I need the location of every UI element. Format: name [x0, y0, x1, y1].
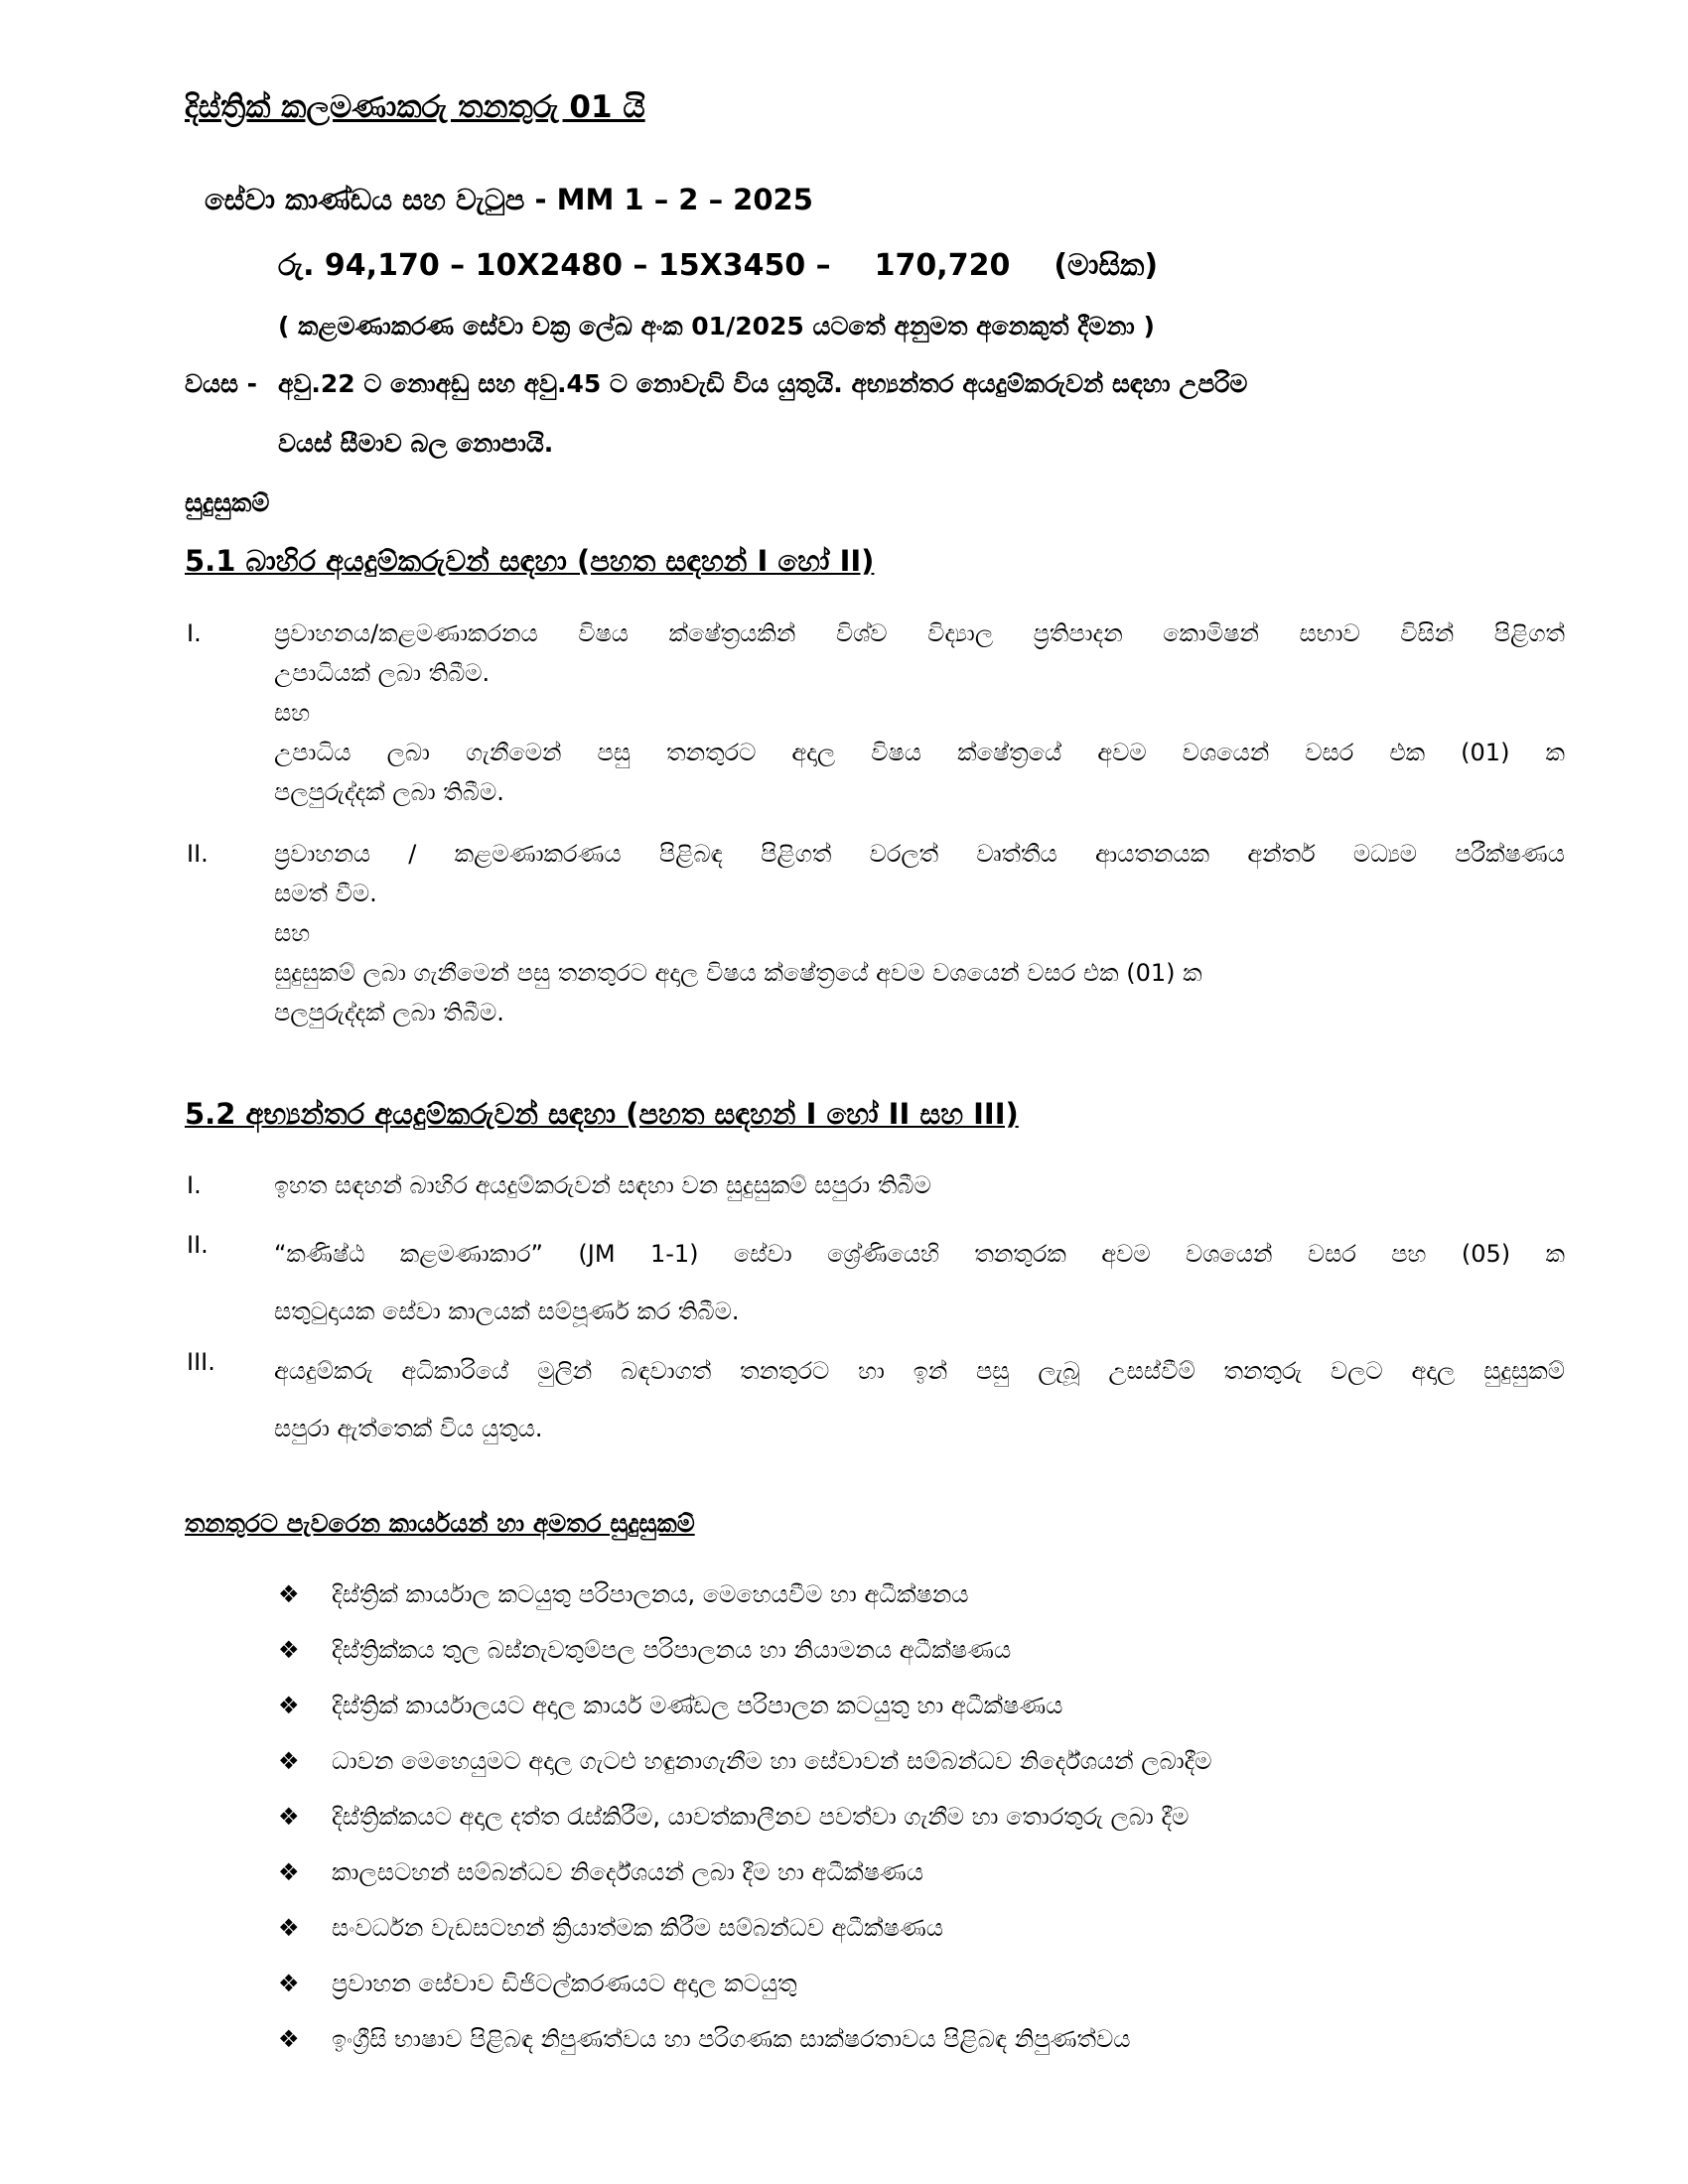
list-number: I.: [187, 1171, 202, 1199]
list-item: [278, 1956, 1212, 2011]
age-requirement-line2: වයස් සීමාව බල නොපායි.: [278, 429, 554, 458]
diamond-bullet-icon: ❖: [278, 1747, 300, 1775]
section-5-1-heading: 5.1 බාහිර අයදුම්කරුවන් සඳහා (පහත සඳහන් I හෝ II): [185, 544, 875, 578]
list-item: [278, 1844, 1212, 1900]
diamond-bullet-icon: ❖: [278, 2025, 300, 2053]
item-text-line: ප්‍රවාහනය/කළමණාකරනය විෂය ක්ෂේත්‍රයකින් විශ්ව විද්‍යාල ප්‍රතිපාදන කොමිෂන් සභාව විසින් පිළිගත්: [274, 619, 1565, 647]
list-item: [274, 614, 1565, 812]
duty-text: ධාවන මෙහෙයුමට අදාල ගැටළු හඳුනාගැනීම හා සේවාවන් සම්බන්ධව නිර්දේශයන් ලබාදීම: [332, 1747, 1212, 1775]
list-item: [274, 834, 1565, 1032]
qualifications-heading: සුදුසුකම්: [185, 488, 270, 517]
list-item: [274, 1342, 1565, 1457]
salary-line: [278, 248, 1158, 283]
service-grade-line: සේවා කාණ්ඩය සහ වැටුප - MM 1 – 2 – 2025: [205, 183, 813, 216]
list-item: [274, 1225, 1565, 1340]
duties-list: [278, 1567, 1212, 2067]
list-number: I.: [187, 619, 202, 647]
age-requirement-line1: අවු.22 ට නොඅඩු සහ අවු.45 ට නොවැඩි විය යුතුයි. අභ්‍යන්තර අයදුම්කරුවන් සඳහා උපරිම: [278, 369, 1248, 398]
conjunction-and: සහ: [274, 919, 311, 947]
item-text-line: පලපුරුද්දක් ලබා තිබීම.: [274, 999, 504, 1026]
item-text-line: සතුටුදායක සේවා කාලයක් සම්පූර්ණ කර තිබීම.: [274, 1297, 740, 1325]
duty-text: දිස්ත්‍රික්කයට අදාල දත්ත රැස්කිරීම, යාවත්කාලීනව පවත්වා ගැනීම හා තොරතුරු ලබා දීම: [332, 1803, 1190, 1831]
list-item: [278, 1900, 1212, 1956]
circular-note: ( කළමණාකරණ සේවා චක්‍ර ලේඛ අංක 01/2025 යටතේ අනුමත අනෙකුත් දීමනා ): [278, 312, 1155, 341]
page-title: දිස්ත්‍රික් කලමණාකරු තනතුරු 01 යි: [185, 89, 645, 125]
diamond-bullet-icon: ❖: [278, 1803, 300, 1831]
list-item: [278, 1622, 1212, 1678]
duty-text: දිස්ත්‍රික් කාර්යාලයට අදාල කාර්ය මණ්ඩල පරිපාලන කටයුතු හා අධීක්ෂණය: [332, 1692, 1063, 1719]
item-text-line: ප්‍රවාහනය / කළමණාකරණය පිළිබඳ පිළිගත් වරලත් වෘත්තීය ආයතනයක අන්තර් මධ්‍යම පරීක්ෂණය: [274, 840, 1565, 868]
item-text-line: සමත් වීම.: [274, 880, 377, 907]
item-text-line: උපාධිය ලබා ගැනීමෙන් පසු තනතුරට අදාල විෂය ක්ෂේත්‍රයේ අවම වශයෙන් වසර එක (01) ක: [274, 739, 1565, 766]
duty-text: දිස්ත්‍රික් කාර්යාල කටයුතු පරිපාලනය, මෙහෙයවීම හා අධීක්ෂනය: [332, 1580, 969, 1608]
duties-heading: තනතුරට පැවරෙන කාර්යයන් හා අමතර සුදුසුකම්: [185, 1509, 695, 1538]
diamond-bullet-icon: ❖: [278, 1636, 300, 1664]
salary-max: 170,720: [874, 248, 1011, 283]
salary-period: (මාසික): [1054, 248, 1159, 283]
list-item: [278, 1567, 1212, 1622]
list-item: [278, 1789, 1212, 1844]
section-5-2-heading: 5.2 අභ්‍යන්තර අයදුම්කරුවන් සඳහා (පහත සඳහන් I හෝ II සහ III): [185, 1097, 1019, 1131]
list-item: [278, 2011, 1212, 2067]
diamond-bullet-icon: ❖: [278, 1970, 300, 1997]
duty-text: ප්‍රවාහන සේවාව ඩිජිටල්කරණයට අදාල කටයුතු: [332, 1970, 797, 1997]
duty-text: සංවර්ධන වැඩසටහන් ක්‍රියාත්මක කිරීම සම්බන්ධව අධීක්ෂණය: [332, 1914, 943, 1942]
duty-text: ඉංග්‍රීසි භාෂාව පිළිබඳ නිපුණත්වය හා පරිගණක සාක්ෂරතාවය පිළිබඳ නිපුණත්වය: [332, 2025, 1131, 2053]
list-number: II.: [187, 840, 209, 868]
age-label: වයස -: [185, 369, 258, 398]
conjunction-and: සහ: [274, 699, 311, 727]
list-item: [278, 1678, 1212, 1733]
diamond-bullet-icon: ❖: [278, 1914, 300, 1942]
item-text-line: “කණිෂ්ඨ කළමණාකාර” (JM 1-1) සේවා ශ්‍රේණියෙහි තනතුරක අවම වශයෙන් වසර පහ (05) ක: [274, 1240, 1565, 1268]
duty-text: කාලසටහන් සම්බන්ධව නිර්දේශයන් ලබා දීම හා අධීක්ෂණය: [332, 1858, 924, 1886]
item-text-line: සපුරා ඇත්තෙක් විය යුතුය.: [274, 1415, 543, 1442]
diamond-bullet-icon: ❖: [278, 1692, 300, 1719]
salary-scale: රු. 94,170 – 10X2480 – 15X3450 –: [278, 248, 831, 283]
list-number: III.: [187, 1348, 215, 1376]
duty-text: දිස්ත්‍රික්කය තුල බස්නැවතුම්පල පරිපාලනය හා නියාමනය අධීක්ෂණය: [332, 1636, 1012, 1664]
list-number: II.: [187, 1231, 209, 1259]
list-item: [278, 1733, 1212, 1789]
item-text-line: පලපුරුද්දක් ලබා තිබීම.: [274, 778, 504, 806]
item-text-line: උපාධියක් ලබා තිබීම.: [274, 659, 491, 687]
diamond-bullet-icon: ❖: [278, 1858, 300, 1886]
diamond-bullet-icon: ❖: [278, 1580, 300, 1608]
item-text-line: ඉහත සඳහන් බාහිර අයදුම්කරුවන් සඳහා වන සුදුසුකම් සපුරා තිබීම: [274, 1171, 931, 1199]
item-text-line: අයදුම්කරු අධිකාරියේ මුලින් බඳවාගත් තනතුරට හා ඉන් පසු ලැබූ උසස්වීම් තනතුරු වලට අදාල සුදුසුකම්: [274, 1357, 1565, 1385]
item-text-line: සුදුසුකම් ලබා ගැනීමෙන් පසු තනතුරට අදාල විෂය ක්ෂේත්‍රයේ අවම වශයෙන් වසර එක (01) ක: [274, 959, 1202, 987]
list-item: [274, 1165, 1565, 1205]
